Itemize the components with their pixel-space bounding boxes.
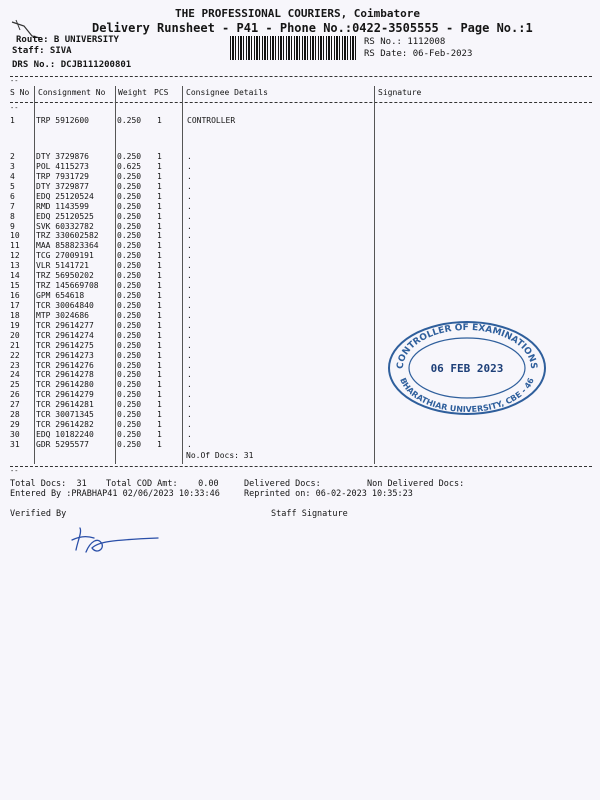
- row-sno: 4: [10, 171, 15, 181]
- row-pcs: 1: [157, 281, 162, 291]
- row-pcs: 1: [157, 191, 162, 201]
- row-consignment-no: GPM 654618: [36, 291, 85, 301]
- row-pcs: 1: [157, 410, 162, 420]
- row-weight: 0.250: [117, 171, 142, 181]
- non-delivered-docs: Non Delivered Docs:: [367, 479, 465, 489]
- route-label: Route: B UNIVERSITY: [16, 35, 119, 45]
- row-pcs: 1: [157, 430, 162, 440]
- row-consignment-no: GDR 5295577: [36, 439, 89, 449]
- row-pcs: 1: [157, 310, 162, 320]
- row-consignee-details: .: [187, 181, 192, 191]
- separator-header: [10, 102, 592, 103]
- row-consignee-details: .: [187, 320, 192, 330]
- row-sno: 20: [10, 330, 20, 340]
- row-weight: 0.250: [117, 439, 142, 449]
- stamp-bottom-text: BHARATHIAR UNIVERSITY, CBE - 46: [398, 376, 536, 415]
- row-weight: 0.250: [117, 350, 142, 360]
- row-consignment-no: TCR 29614274: [36, 330, 94, 340]
- table-row: [0, 162, 600, 172]
- row-pcs: 1: [157, 116, 162, 125]
- no-of-docs: No.Of Docs: 31: [186, 451, 254, 460]
- row-sno: 23: [10, 360, 20, 370]
- row-consignment-no: TCR 29614281: [36, 400, 94, 410]
- controller-office-stamp: [385, 318, 549, 418]
- row-consignment-no: TRP 7931729: [36, 171, 89, 181]
- row-weight: 0.250: [117, 241, 142, 251]
- row-weight: 0.250: [117, 420, 142, 430]
- handwritten-signature: [68, 522, 168, 562]
- row-sno: 24: [10, 370, 20, 380]
- row-consignment-no: TCR 29614277: [36, 320, 94, 330]
- row-pcs: 1: [157, 152, 162, 161]
- row-sno: 9: [10, 221, 15, 231]
- row-consignment-no: SVK 60332782: [36, 221, 94, 231]
- row-pcs: 1: [157, 370, 162, 380]
- row-pcs: 1: [157, 420, 162, 430]
- table-row: [0, 430, 600, 440]
- row-weight: 0.250: [117, 281, 142, 291]
- row-weight: 0.250: [117, 261, 142, 271]
- row-consignment-no: TCR 29614280: [36, 380, 94, 390]
- row-pcs: 1: [157, 221, 162, 231]
- row-sno: 18: [10, 310, 20, 320]
- row-consignee-details: .: [187, 201, 192, 211]
- row-weight: 0.250: [117, 410, 142, 420]
- row-consignee-details: .: [187, 400, 192, 410]
- row-pcs: 1: [157, 390, 162, 400]
- row-weight: 0.250: [117, 340, 142, 350]
- row-pcs: 1: [157, 181, 162, 191]
- separator-mark: --: [10, 467, 19, 475]
- row-pcs: 1: [157, 300, 162, 310]
- total-cod-amount: Total COD Amt: 0.00: [106, 479, 219, 489]
- row-consignment-no: TRZ 56950202: [36, 271, 94, 281]
- separator-bottom: [10, 466, 592, 467]
- row-weight: 0.250: [117, 320, 142, 330]
- row-pcs: 1: [157, 291, 162, 301]
- row-consignee-details: .: [187, 439, 192, 449]
- row-consignment-no: DTY 3729876: [36, 152, 89, 161]
- row-consignment-no: TRZ 330602582: [36, 231, 99, 241]
- row-pcs: 1: [157, 340, 162, 350]
- row-sno: 31: [10, 439, 20, 449]
- row-weight: 0.250: [117, 360, 142, 370]
- row-sno: 19: [10, 320, 20, 330]
- row-weight: 0.250: [117, 400, 142, 410]
- row-consignee-details: .: [187, 271, 192, 281]
- row-consignment-no: TCR 29614279: [36, 390, 94, 400]
- row-sno: 21: [10, 340, 20, 350]
- row-consignment-no: TCR 30071345: [36, 410, 94, 420]
- row-sno: 30: [10, 430, 20, 440]
- row-sno: 17: [10, 300, 20, 310]
- table-row: [0, 212, 600, 222]
- row-pcs: 1: [157, 271, 162, 281]
- table-row: [0, 261, 600, 271]
- row-weight: 0.250: [117, 251, 142, 261]
- verified-by-label: Verified By: [10, 509, 67, 519]
- row-sno: 2: [10, 152, 15, 161]
- svg-text:BHARATHIAR UNIVERSITY, CBE - 4: [398, 376, 536, 414]
- row-consignee-details: .: [187, 380, 192, 390]
- delivered-docs: Delivered Docs:: [244, 479, 321, 489]
- row-sno: 5: [10, 181, 15, 191]
- stamp-date: 06 FEB 2023: [430, 362, 504, 375]
- row-weight: 0.250: [117, 330, 142, 340]
- row-sno: 1: [10, 116, 15, 125]
- row-weight: 0.250: [117, 271, 142, 281]
- row-consignee-details: .: [187, 340, 192, 350]
- row-pcs: 1: [157, 211, 162, 221]
- row-consignment-no: RMD 1143599: [36, 201, 89, 211]
- row-pcs: 1: [157, 261, 162, 271]
- row-sno: 29: [10, 420, 20, 430]
- row-weight: 0.250: [117, 430, 142, 440]
- separator-top: [10, 76, 592, 77]
- table-row: [0, 301, 600, 311]
- table-row: [0, 202, 600, 212]
- row-sno: 16: [10, 291, 20, 301]
- row-consignee-details: .: [187, 410, 192, 420]
- row-sno: 10: [10, 231, 20, 241]
- row-weight: 0.250: [117, 310, 142, 320]
- table-row: [0, 152, 600, 162]
- row-consignment-no: MAA 858823364: [36, 241, 99, 251]
- row-sno: 14: [10, 271, 20, 281]
- row-weight: 0.250: [117, 201, 142, 211]
- row-consignment-no: TCR 29614282: [36, 420, 94, 430]
- row-weight: 0.250: [117, 390, 142, 400]
- row-consignee-details: .: [187, 350, 192, 360]
- staff-signature-label: Staff Signature: [271, 509, 348, 519]
- row-consignment-no: TCR 30064840: [36, 300, 94, 310]
- row-weight: 0.250: [117, 300, 142, 310]
- col-header-signature: Signature: [378, 88, 422, 97]
- col-header-sno: S No: [10, 88, 30, 97]
- table-row: [0, 222, 600, 232]
- row-consignee-details: .: [187, 211, 192, 221]
- row-pcs: 1: [157, 360, 162, 370]
- row-consignment-no: TRZ 145669708: [36, 281, 99, 291]
- row-weight: 0.250: [117, 231, 142, 241]
- row-consignee-details: .: [187, 291, 192, 301]
- row-sno: 7: [10, 201, 15, 211]
- row-sno: 28: [10, 410, 20, 420]
- row-consignment-no: EDQ 25120525: [36, 211, 94, 221]
- separator-mark: --: [10, 104, 19, 112]
- row-consignment-no: POL 4115273: [36, 161, 89, 171]
- row-consignment-no: TRP 5912600: [36, 116, 89, 125]
- rs-number: RS No.: 1112008: [364, 37, 446, 47]
- row-consignment-no: TCR 29614278: [36, 370, 94, 380]
- row-consignee-details: .: [187, 171, 192, 181]
- row-sno: 11: [10, 241, 20, 251]
- table-row: [0, 440, 600, 450]
- row-pcs: 1: [157, 231, 162, 241]
- separator-mark: --: [10, 77, 19, 85]
- table-row: [0, 271, 600, 281]
- row-sno: 3: [10, 161, 15, 171]
- row-consignee-details: .: [187, 430, 192, 440]
- row-consignee-details: .: [187, 420, 192, 430]
- table-row: [0, 281, 600, 291]
- row-weight: 0.250: [117, 181, 142, 191]
- row-pcs: 1: [157, 400, 162, 410]
- row-pcs: 1: [157, 439, 162, 449]
- row-sno: 6: [10, 191, 15, 201]
- row-weight: 0.250: [117, 191, 142, 201]
- row-pcs: 1: [157, 241, 162, 251]
- row-weight: 0.250: [117, 370, 142, 380]
- row-consignee-details: .: [187, 161, 192, 171]
- total-docs: Total Docs: 31: [10, 479, 87, 489]
- row-pcs: 1: [157, 320, 162, 330]
- row-consignee-details: .: [187, 300, 192, 310]
- row-consignment-no: MTP 3024686: [36, 310, 89, 320]
- drs-number: DRS No.: DCJB111200801: [12, 60, 132, 70]
- table-row: [0, 182, 600, 192]
- row-consignee-details: .: [187, 310, 192, 320]
- row-consignee-details: .: [187, 241, 192, 251]
- row-consignment-no: VLR 5141721: [36, 261, 89, 271]
- table-row: [0, 172, 600, 182]
- row-weight: 0.250: [117, 116, 142, 125]
- row-pcs: 1: [157, 161, 162, 171]
- row-consignee-details: .: [187, 191, 192, 201]
- table-row: [0, 231, 600, 241]
- row-sno: 27: [10, 400, 20, 410]
- row-consignee-details: .: [187, 281, 192, 291]
- col-header-pcs: PCS: [154, 88, 169, 97]
- row-consignment-no: TCG 27009191: [36, 251, 94, 261]
- table-row: [0, 116, 600, 126]
- row-sno: 15: [10, 281, 20, 291]
- row-consignment-no: TCR 29614273: [36, 350, 94, 360]
- col-header-details: Consignee Details: [186, 88, 268, 97]
- row-weight: 0.250: [117, 380, 142, 390]
- table-row: [0, 251, 600, 261]
- barcode: [230, 36, 358, 60]
- row-weight: 0.250: [117, 291, 142, 301]
- row-consignee-details: .: [187, 360, 192, 370]
- staff-label: Staff: SIVA: [12, 46, 72, 56]
- table-row: [0, 241, 600, 251]
- row-weight: 0.250: [117, 152, 142, 161]
- row-pcs: 1: [157, 171, 162, 181]
- row-consignment-no: EDQ 10182240: [36, 430, 94, 440]
- row-consignee-details: .: [187, 221, 192, 231]
- entered-by: Entered By :PRABHAP41 02/06/2023 10:33:46: [10, 489, 220, 499]
- table-row: [0, 192, 600, 202]
- col-header-consignment: Consignment No: [38, 88, 106, 97]
- row-sno: 25: [10, 380, 20, 390]
- table-row: [0, 291, 600, 301]
- row-sno: 22: [10, 350, 20, 360]
- table-row: [0, 420, 600, 430]
- row-consignment-no: DTY 3729877: [36, 181, 89, 191]
- row-pcs: 1: [157, 201, 162, 211]
- company-title: THE PROFESSIONAL COURIERS, Coimbatore: [175, 7, 421, 20]
- row-sno: 12: [10, 251, 20, 261]
- row-consignee-details: .: [187, 152, 192, 161]
- row-consignment-no: TCR 29614275: [36, 340, 94, 350]
- stamp-top-text: CONTROLLER OF EXAMINATIONS: [395, 322, 539, 370]
- row-consignee-details: .: [187, 251, 192, 261]
- row-consignee-details: CONTROLLER: [187, 116, 236, 125]
- reprinted-on: Reprinted on: 06-02-2023 10:35:23: [244, 489, 413, 499]
- row-consignee-details: .: [187, 261, 192, 271]
- row-consignee-details: .: [187, 231, 192, 241]
- row-weight: 0.625: [117, 161, 142, 171]
- col-header-weight: Weight: [118, 88, 147, 97]
- row-consignment-no: EDQ 25120524: [36, 191, 94, 201]
- row-consignee-details: .: [187, 330, 192, 340]
- rs-date: RS Date: 06-Feb-2023: [364, 49, 473, 59]
- row-pcs: 1: [157, 330, 162, 340]
- row-pcs: 1: [157, 350, 162, 360]
- row-weight: 0.250: [117, 211, 142, 221]
- row-sno: 26: [10, 390, 20, 400]
- row-pcs: 1: [157, 380, 162, 390]
- row-consignee-details: .: [187, 390, 192, 400]
- runsheet-title: Delivery Runsheet - P41 - Phone No.:0422-3505555 - Page No.:1: [92, 21, 533, 35]
- row-weight: 0.250: [117, 221, 142, 231]
- row-pcs: 1: [157, 251, 162, 261]
- row-sno: 8: [10, 211, 15, 221]
- row-consignment-no: TCR 29614276: [36, 360, 94, 370]
- row-sno: 13: [10, 261, 20, 271]
- row-consignee-details: .: [187, 370, 192, 380]
